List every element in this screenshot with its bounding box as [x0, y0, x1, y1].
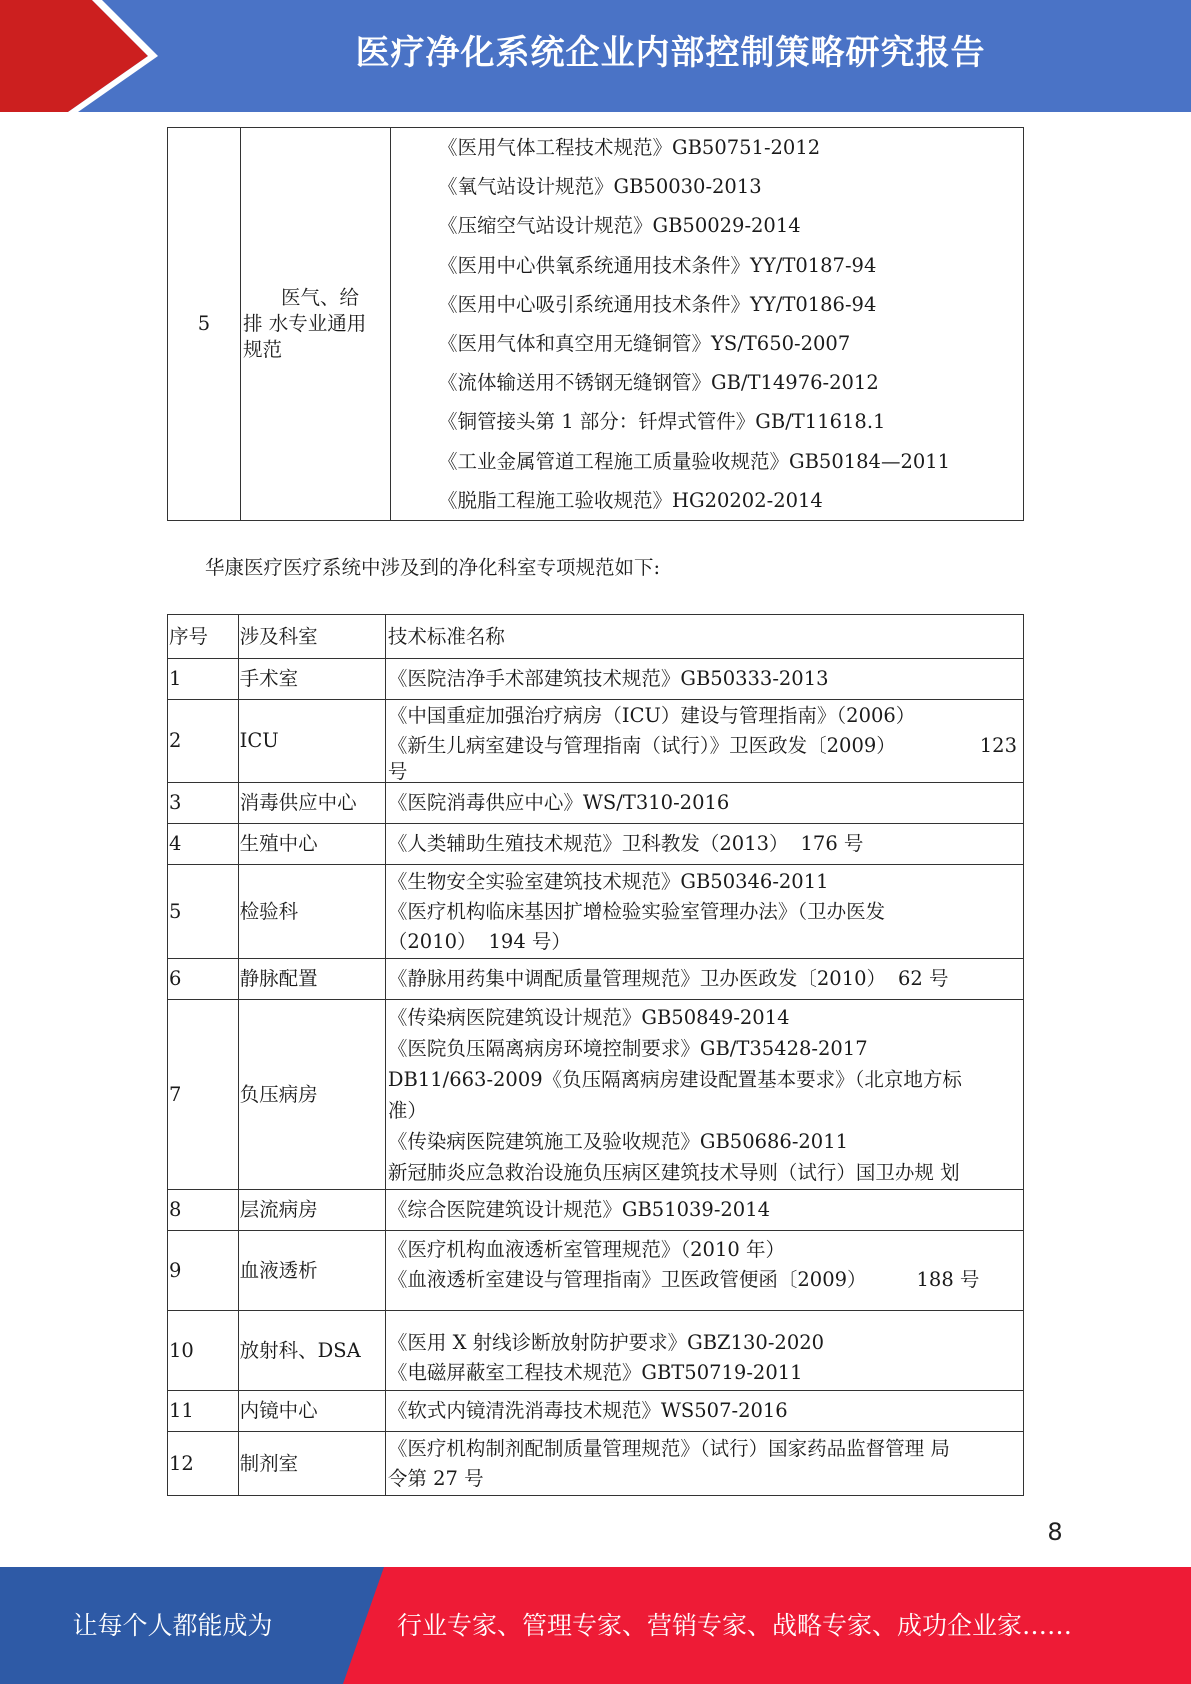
std-line: 《医疗机构临床基因扩增检验实验室管理办法》（卫办医发	[387, 899, 886, 923]
std-line: DB11/663-2009《负压隔离病房建设配置基本要求》（北京地方标	[387, 1067, 962, 1091]
std-line: 《医院消毒供应中心》WS/T310-2016	[387, 791, 730, 814]
table-row	[168, 865, 1024, 959]
std-line: 《新生儿病室建设与管理指南（试行）》卫医政发〔2009）	[387, 733, 896, 757]
row-number: 7	[168, 1000, 239, 1190]
std-cell	[385, 783, 1023, 824]
row-number: 6	[168, 959, 239, 1000]
std-line-number: 123	[979, 733, 1017, 757]
std-line: 号	[387, 759, 408, 782]
dept-cell: 消毒供应中心	[238, 783, 385, 824]
category-line: 排 水专业通用	[243, 311, 367, 335]
standard-line: 《铜管接头第 1 部分：钎焊式管件》GB/T11618.1	[438, 410, 886, 434]
std-cell	[385, 1000, 1023, 1190]
category-line: 规范	[243, 337, 283, 361]
standard-line: 《氧气站设计规范》GB50030-2013	[438, 175, 762, 199]
intro-paragraph: 华康医疗医疗系统中涉及到的净化科室专项规范如下:	[205, 556, 661, 579]
standard-line: 《压缩空气站设计规范》GB50029-2014	[438, 214, 801, 238]
footer-slogan-left: 让每个人都能成为	[72, 1611, 273, 1640]
std-line: 准）	[387, 1098, 427, 1122]
std-line: 《血液透析室建设与管理指南》卫医政管便函〔2009）	[387, 1268, 867, 1291]
row-number: 10	[168, 1311, 239, 1391]
std-cell	[385, 1231, 1023, 1311]
std-line: 《静脉用药集中调配质量管理规范》卫办医政发〔2010）	[387, 967, 887, 990]
department-standards-table	[167, 614, 1024, 1496]
page-footer	[0, 1567, 1191, 1684]
table-row	[168, 1231, 1024, 1311]
footer-slogan-right: 行业专家、管理专家、营销专家、战略专家、成功企业家……	[397, 1611, 1073, 1640]
table-row	[168, 700, 1024, 783]
category-line: 医气、给	[281, 285, 360, 309]
table-row	[168, 959, 1024, 1000]
standard-line: 《医用中心供氧系统通用技术条件》YY/T0187-94	[438, 253, 877, 277]
std-line: 《传染病医院建筑设计规范》GB50849-2014	[387, 1005, 790, 1029]
std-line: 《软式内镜清洗消毒技术规范》WS507-2016	[387, 1399, 788, 1422]
row-number: 9	[168, 1231, 239, 1311]
row-number: 3	[168, 783, 239, 824]
std-cell	[385, 700, 1023, 783]
std-line: 《医疗机构血液透析室管理规范》（2010 年）	[387, 1238, 785, 1261]
std-line: 《医用 X 射线诊断放射防护要求》GBZ130-2020	[387, 1331, 825, 1354]
standard-line: 《流体输送用不锈钢无缝钢管》GB/T14976-2012	[438, 371, 879, 395]
dept-cell: 制剂室	[238, 1432, 385, 1496]
std-line: 《生物安全实验室建筑技术规范》GB50346-2011	[387, 869, 829, 893]
table-row	[168, 1311, 1024, 1391]
page-title: 医疗净化系统企业内部控制策略研究报告	[355, 33, 986, 73]
table-row	[168, 659, 1024, 700]
dept-cell: 检验科	[238, 865, 385, 959]
row-number: 1	[168, 659, 239, 700]
table-row	[168, 128, 1024, 521]
row-number: 8	[168, 1190, 239, 1231]
standard-line: 《脱脂工程施工验收规范》HG20202-2014	[438, 488, 823, 512]
table-row	[168, 1000, 1024, 1190]
std-line-number: 188 号	[916, 1268, 980, 1291]
std-line-number: 176 号	[800, 832, 864, 855]
dept-cell: 放射科、DSA	[238, 1311, 385, 1391]
std-cell	[385, 659, 1023, 700]
dept-cell: 手术室	[238, 659, 385, 700]
table-row	[168, 1432, 1024, 1496]
dept-cell: 静脉配置	[238, 959, 385, 1000]
std-line: （2010）	[387, 929, 477, 953]
dept-cell: 血液透析	[238, 1231, 385, 1311]
row-number: 2	[168, 700, 239, 783]
standard-line: 《医用中心吸引系统通用技术条件》YY/T0186-94	[438, 292, 877, 316]
std-line: 《电磁屏蔽室工程技术规范》GBT50719-2011	[387, 1361, 803, 1384]
standard-line: 《工业金属管道工程施工质量验收规范》GB50184—2011	[438, 449, 951, 473]
dept-cell: 层流病房	[238, 1190, 385, 1231]
std-cell	[385, 959, 1023, 1000]
header-dept: 涉及科室	[238, 615, 385, 659]
dept-cell: 负压病房	[238, 1000, 385, 1190]
page-number: 8	[1047, 1518, 1063, 1546]
row-number: 5	[168, 865, 239, 959]
std-line: 《医疗机构制剂配制质量管理规范》（试行）国家药品监督管理 局	[387, 1436, 950, 1460]
std-cell	[385, 1311, 1023, 1391]
std-line: 《人类辅助生殖技术规范》卫科教发（2013）	[387, 832, 789, 855]
category-cell	[241, 128, 391, 521]
std-line: 《医院洁净手术部建筑技术规范》GB50333-2013	[387, 667, 829, 690]
dept-cell: 生殖中心	[238, 824, 385, 865]
table-header-row	[168, 615, 1024, 659]
row-number: 5	[168, 128, 241, 521]
standard-line: 《医用气体工程技术规范》GB50751-2012	[438, 136, 821, 159]
std-line: 《中国重症加强治疗病房（ICU）建设与管理指南》（2006）	[387, 703, 916, 727]
std-cell	[385, 1432, 1023, 1496]
std-line: 《综合医院建筑设计规范》GB51039-2014	[387, 1198, 771, 1221]
std-line: 《医院负压隔离病房环境控制要求》GB/T35428-2017	[387, 1036, 868, 1060]
row-number: 4	[168, 824, 239, 865]
table-row	[168, 824, 1024, 865]
std-line: 新冠肺炎应急救治设施负压病区建筑技术导则（试行）国卫办规 划	[387, 1160, 960, 1184]
dept-cell: ICU	[238, 700, 385, 783]
std-line: 《传染病医院建筑施工及验收规范》GB50686-2011	[387, 1129, 849, 1153]
row-number: 11	[168, 1391, 239, 1432]
table-row	[168, 1190, 1024, 1231]
std-cell	[385, 1391, 1023, 1432]
std-line-number: 62 号	[898, 967, 949, 990]
header-std: 技术标准名称	[385, 615, 1023, 659]
row-number: 12	[168, 1432, 239, 1496]
page-header	[0, 0, 1191, 112]
standard-line: 《医用气体和真空用无缝铜管》YS/T650-2007	[438, 331, 851, 355]
header-no: 序号	[168, 615, 239, 659]
standards-cell	[391, 128, 1024, 521]
std-line-number: 194 号）	[488, 929, 571, 953]
std-cell	[385, 865, 1023, 959]
std-cell	[385, 1190, 1023, 1231]
table-row	[168, 1391, 1024, 1432]
table-row	[168, 783, 1024, 824]
gas-standards-table	[167, 127, 1024, 521]
dept-cell: 内镜中心	[238, 1391, 385, 1432]
std-line: 令第 27 号	[387, 1466, 484, 1490]
std-cell	[385, 824, 1023, 865]
